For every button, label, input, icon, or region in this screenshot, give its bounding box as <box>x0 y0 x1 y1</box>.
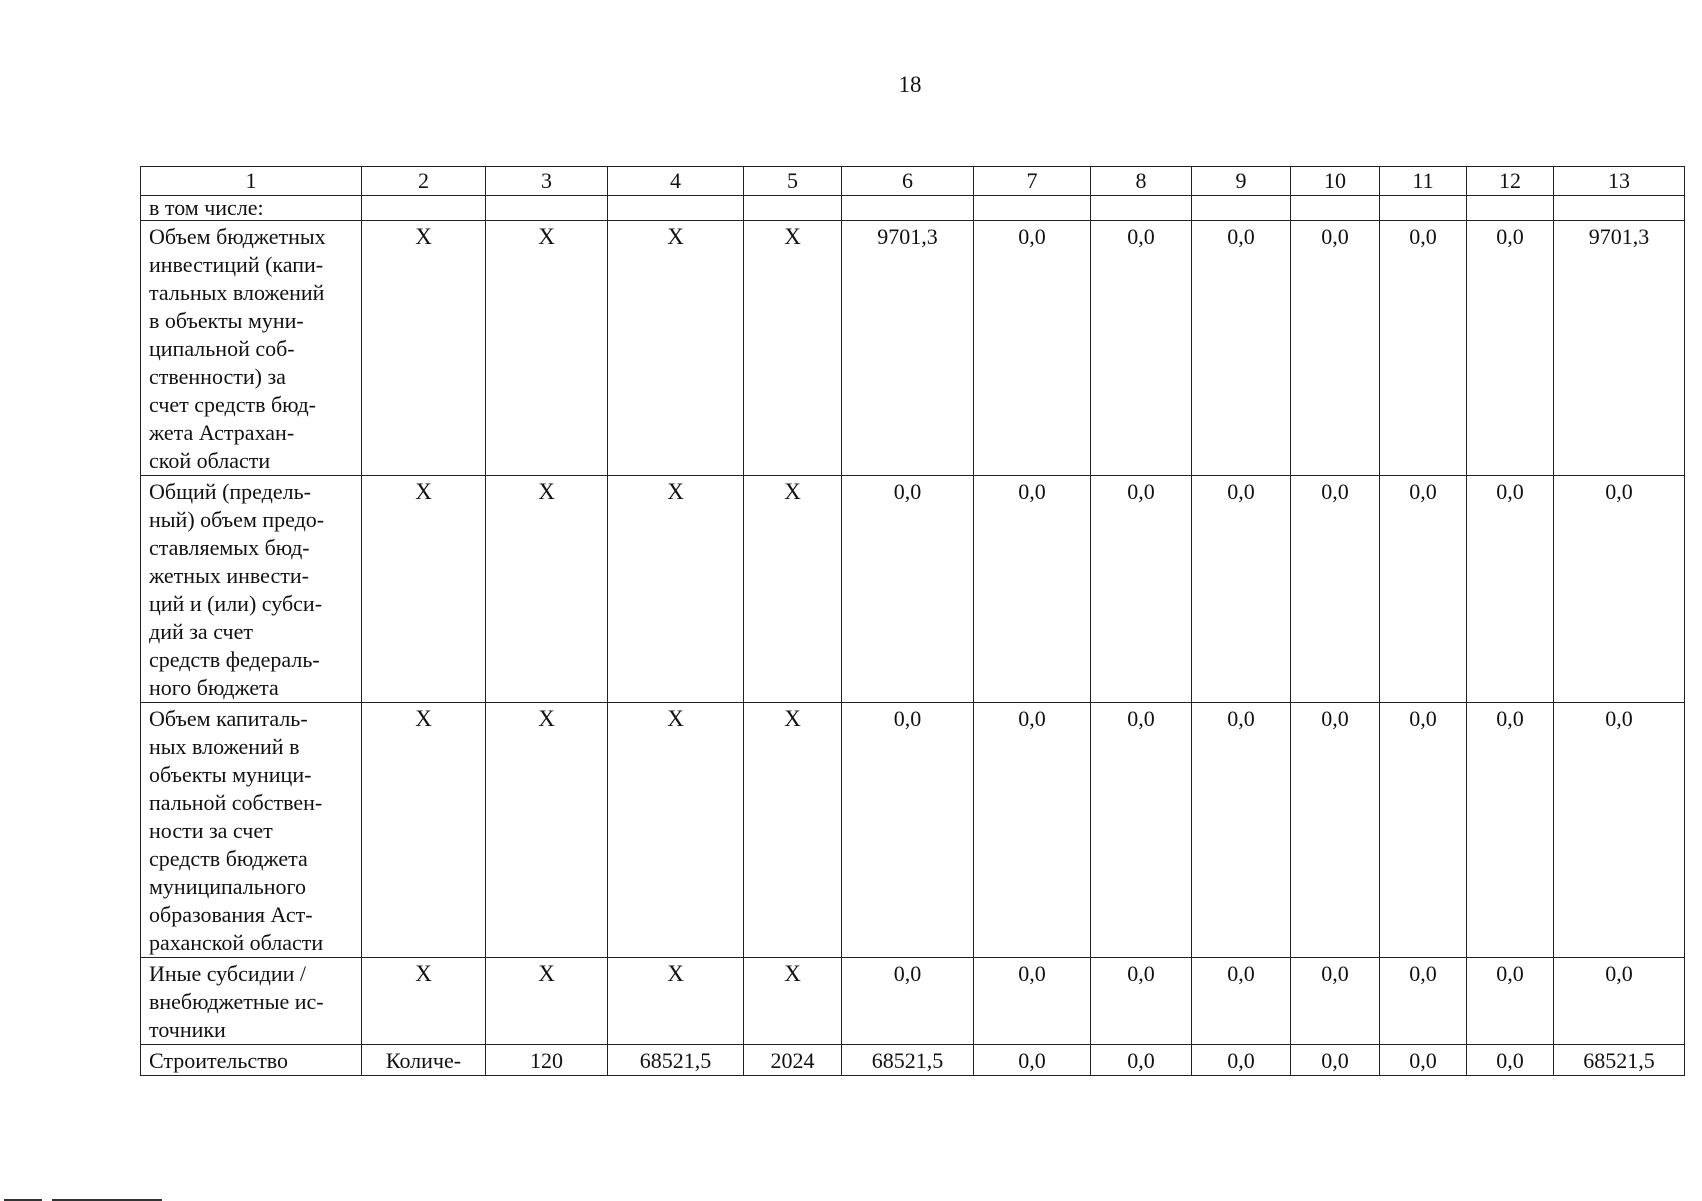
empty-cell <box>608 196 744 221</box>
table-cell: 68521,5 <box>1554 1045 1685 1076</box>
table-cell: X <box>362 221 486 476</box>
table-cell: 0,0 <box>1380 703 1467 958</box>
table-cell: 0,0 <box>974 703 1091 958</box>
table-cell: X <box>486 958 608 1045</box>
table-cell: X <box>744 476 842 703</box>
table-cell: 0,0 <box>1192 221 1291 476</box>
table-cell: X <box>608 221 744 476</box>
table-cell: 0,0 <box>842 703 974 958</box>
table-cell: 0,0 <box>1291 221 1380 476</box>
table-row <box>141 221 1685 476</box>
table-row <box>141 703 1685 958</box>
table-cell: X <box>744 703 842 958</box>
empty-cell <box>486 196 608 221</box>
empty-cell <box>1467 196 1554 221</box>
table-cell: X <box>362 476 486 703</box>
table-cell: 0,0 <box>1380 958 1467 1045</box>
table-cell: X <box>486 476 608 703</box>
table-cell: 0,0 <box>1192 476 1291 703</box>
table-cell: X <box>486 221 608 476</box>
table-cell: 0,0 <box>974 1045 1091 1076</box>
table-cell: 0,0 <box>1291 1045 1380 1076</box>
empty-cell <box>744 196 842 221</box>
table-cell: 0,0 <box>1380 221 1467 476</box>
table-cell: 0,0 <box>1554 476 1685 703</box>
table-row <box>141 476 1685 703</box>
table-row <box>141 1045 1685 1076</box>
row-label: Строительство <box>141 1045 362 1076</box>
subheader-label: в том числе: <box>141 196 362 221</box>
table-cell: 0,0 <box>974 958 1091 1045</box>
empty-cell <box>974 196 1091 221</box>
table-cell: 9701,3 <box>842 221 974 476</box>
column-number: 5 <box>744 167 842 196</box>
table-cell: X <box>362 703 486 958</box>
table-cell: 9701,3 <box>1554 221 1685 476</box>
empty-cell <box>1192 196 1291 221</box>
table-cell: 0,0 <box>974 476 1091 703</box>
column-number: 1 <box>141 167 362 196</box>
table-cell: Количе- <box>362 1045 486 1076</box>
table-cell: 0,0 <box>1291 476 1380 703</box>
table-cell: 68521,5 <box>842 1045 974 1076</box>
column-number: 11 <box>1380 167 1467 196</box>
data-table <box>140 166 1685 1076</box>
empty-cell <box>362 196 486 221</box>
table-cell: X <box>744 221 842 476</box>
table-cell: 0,0 <box>842 476 974 703</box>
column-number: 10 <box>1291 167 1380 196</box>
column-number: 8 <box>1091 167 1192 196</box>
table-cell: 0,0 <box>1091 703 1192 958</box>
table-cell: 0,0 <box>1291 958 1380 1045</box>
column-number: 9 <box>1192 167 1291 196</box>
table-cell: 120 <box>486 1045 608 1076</box>
column-number: 12 <box>1467 167 1554 196</box>
table-cell: 0,0 <box>1380 476 1467 703</box>
column-number-row <box>141 167 1685 196</box>
table-cell: X <box>608 703 744 958</box>
empty-cell <box>1380 196 1467 221</box>
column-number: 4 <box>608 167 744 196</box>
column-number: 13 <box>1554 167 1685 196</box>
table-cell: 0,0 <box>1467 221 1554 476</box>
table-cell: 0,0 <box>1291 703 1380 958</box>
table-cell: 2024 <box>744 1045 842 1076</box>
table-cell: 0,0 <box>1192 703 1291 958</box>
page-number: 18 <box>898 72 922 97</box>
table-cell: 0,0 <box>1091 476 1192 703</box>
row-label: Общий (предель- ный) объем предо- ставляемых бюд- жетных инвести- ций и (или) субси- дий за счет средств федераль- ного бюджета <box>141 476 362 703</box>
subheader-row <box>141 196 1685 221</box>
column-number: 2 <box>362 167 486 196</box>
table-cell: X <box>362 958 486 1045</box>
table-cell: 0,0 <box>1467 958 1554 1045</box>
table-cell: 0,0 <box>1467 1045 1554 1076</box>
table-cell: 0,0 <box>1091 958 1192 1045</box>
table-cell: 0,0 <box>1554 703 1685 958</box>
empty-cell <box>1091 196 1192 221</box>
empty-cell <box>1554 196 1685 221</box>
table-cell: 0,0 <box>974 221 1091 476</box>
table-cell: X <box>608 476 744 703</box>
column-number: 7 <box>974 167 1091 196</box>
row-label: Иные субсидии / внебюджетные ис- точники <box>141 958 362 1045</box>
table-cell: 0,0 <box>1380 1045 1467 1076</box>
table-cell: 68521,5 <box>608 1045 744 1076</box>
table-cell: 0,0 <box>842 958 974 1045</box>
table-cell: X <box>608 958 744 1045</box>
row-label: Объем капиталь- ных вложений в объекты муници- пальной собствен- ности за счет средств бюджета муниципального образования Аст- раханской области <box>141 703 362 958</box>
table-cell: X <box>744 958 842 1045</box>
row-label: Объем бюджетных инвестиций (капи- тальных вложений в объекты муни- ципальной соб- ственности) за счет средств бюд- жета Астрахан- ской области <box>141 221 362 476</box>
column-number: 3 <box>486 167 608 196</box>
table-cell: 0,0 <box>1467 703 1554 958</box>
table-cell: 0,0 <box>1091 1045 1192 1076</box>
table-cell: 0,0 <box>1192 1045 1291 1076</box>
column-number: 6 <box>842 167 974 196</box>
table-cell: 0,0 <box>1467 476 1554 703</box>
empty-cell <box>1291 196 1380 221</box>
empty-cell <box>842 196 974 221</box>
table-cell: 0,0 <box>1091 221 1192 476</box>
table-row <box>141 958 1685 1045</box>
table-cell: X <box>486 703 608 958</box>
table-cell: 0,0 <box>1192 958 1291 1045</box>
table-cell: 0,0 <box>1554 958 1685 1045</box>
